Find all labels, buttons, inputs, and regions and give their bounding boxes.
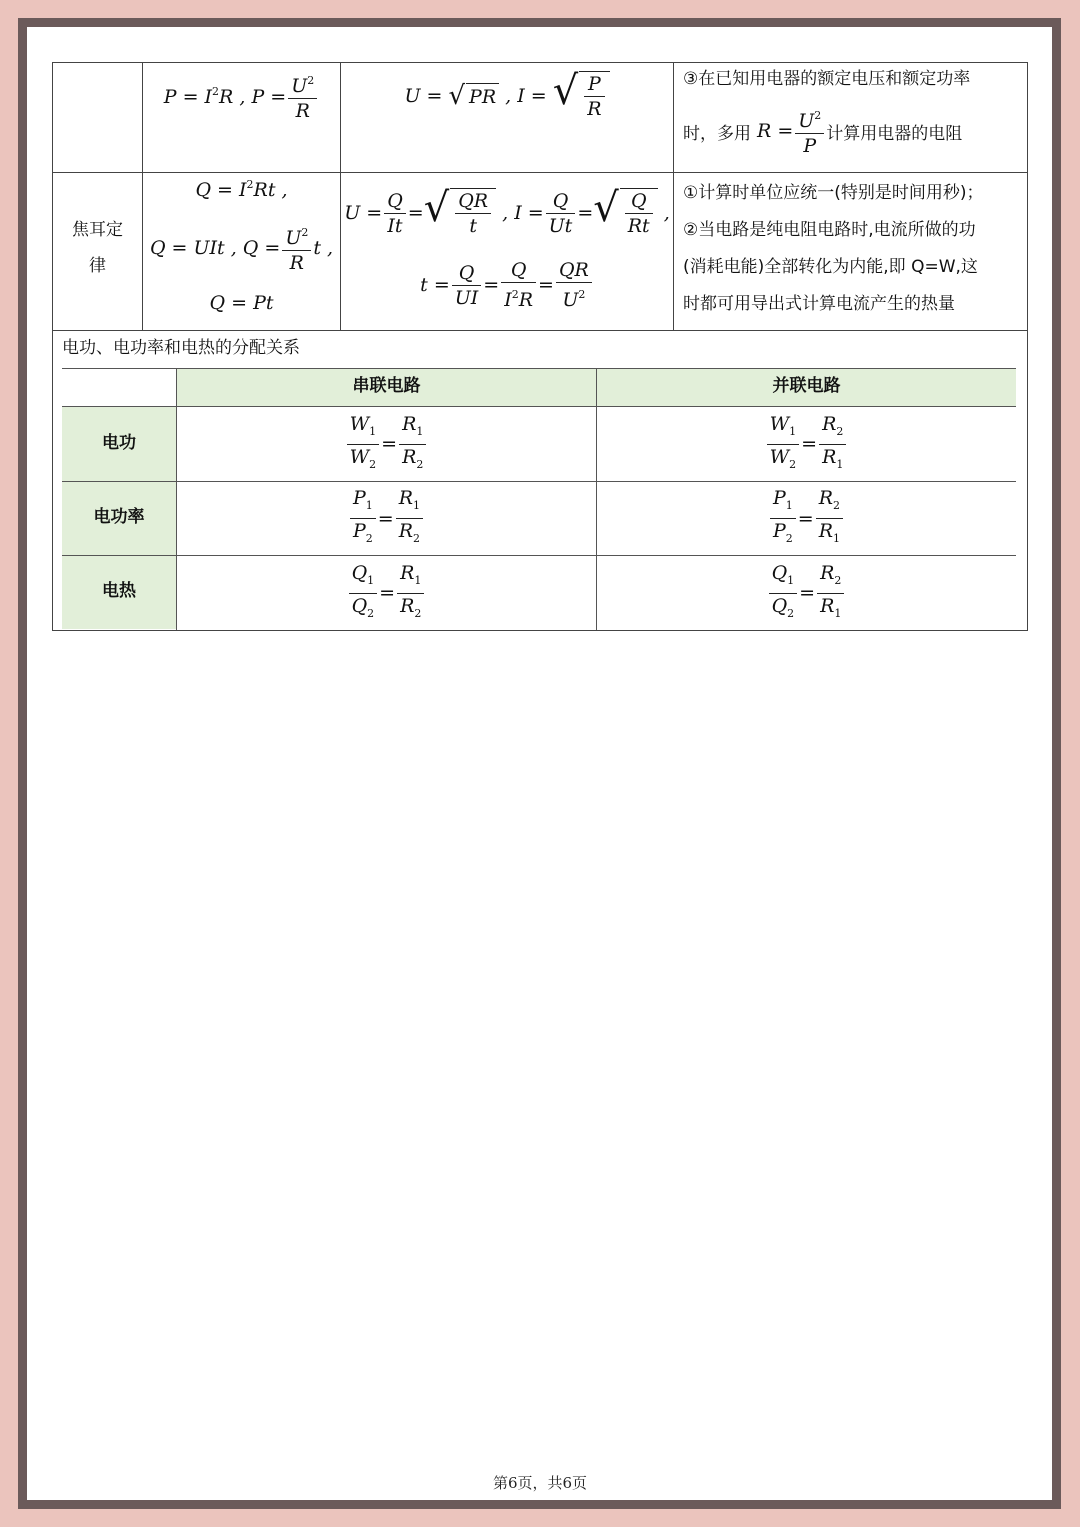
equals-sign: = [379,582,396,604]
ratio-left-fraction [770,486,796,551]
ratio-right-fraction [399,412,426,477]
equals-sign: = [797,507,814,530]
row2-note-4: 时都可用导出式计算电流产生的热量 [683,294,955,314]
ratio-right-fraction-denominator: $R_1$ [818,520,841,545]
ratio-right-fraction-denominator-subscript: 2 [414,606,422,620]
ratio-right-fraction-numerator-subscript: 2 [836,424,844,438]
ratio-left-fraction-denominator: $Q_2$ [351,594,375,620]
ratio-right-fraction-numerator-subscript: 2 [833,499,841,512]
section-title: 电功、电功率和电热的分配关系 [62,338,300,358]
row2-label-line1: 焦耳定 [72,220,123,240]
table-border-left [52,62,53,631]
page-footer: 第6页，共6页 [492,1474,588,1492]
ratio-left-fraction-numerator: $P_1$ [772,487,793,512]
table-border-bottom [52,630,1028,631]
ratio-left-fraction-denominator-subscript: 2 [789,457,797,471]
ratio-right-fraction [396,486,423,551]
ratio-left-fraction-denominator-subscript: 2 [365,532,373,545]
ratio-left-fraction [769,561,798,626]
ratio-cell [177,407,596,481]
equals-sign: = [799,582,816,604]
row1-derived-formula: U = √ PR , I = √ $\frac{P}{R}$ [341,66,673,126]
ratio-right-fraction-denominator-subscript: 1 [836,457,844,471]
row2-label [53,212,142,284]
ratio-left-fraction-denominator: $P_2$ [772,520,793,545]
ratio-left-fraction-numerator-subscript: 1 [787,573,795,587]
row2-note-2: ②当电路是纯电阻电路时,电流所做的功 [683,220,976,240]
ratio-right-fraction [816,486,843,551]
ratio-right-fraction-numerator: $R_1$ [400,561,422,587]
ratio-left-fraction-numerator: $W_1$ [349,412,377,438]
ratio-left-fraction-denominator: $Q_2$ [771,594,795,620]
ratio-right-fraction-denominator: $R_2$ [402,445,424,471]
equals-sign: = [801,433,818,455]
table-row-divider [52,172,1028,173]
row2-note-3: (消耗电能)全部转化为内能,即 Q=W,这 [683,257,978,277]
ratio-right-fraction [817,561,844,626]
ratio-left-fraction-denominator: $W_2$ [769,445,797,471]
equals-sign: = [381,433,398,455]
ratio-left-fraction [350,486,376,551]
ratio-right-fraction-denominator: $R_1$ [820,594,842,620]
ratio-cell [597,482,1016,555]
joule-derived-a: U = $\frac{Q}{It}$ = √ $\frac{QR}{t}$ , I = $\frac{Q}{Ut}$ = √ $\frac{Q}{Rt}$ , [344,185,670,237]
ratio-right-fraction-numerator: $R_1$ [398,487,421,512]
ratio-left-fraction-numerator-subscript: 1 [789,424,797,438]
ratio-left-fraction-denominator: $W_2$ [349,445,377,471]
ratio-right-fraction-numerator: $R_2$ [822,412,844,438]
table-border-right [1027,62,1028,631]
ratio-left-fraction-denominator: $P_2$ [352,520,373,545]
joule-derived-b: t = $\frac{Q}{UI}$ = $\frac{Q}{I^2R}$ = $\frac{QR}{U^2}$ [341,254,673,316]
ratio-right-fraction-denominator-subscript: 2 [413,532,421,545]
ratio-left-fraction-numerator: $P_1$ [352,487,373,512]
row1-note-line2: 时，多用 R = $\frac{U^2}{P}$ 计算用电器的电阻 [683,109,963,157]
ratio-right-fraction-denominator: $R_2$ [400,594,422,620]
ratio-right-fraction-denominator: $R_1$ [822,445,844,471]
ratio-right-fraction-numerator: $R_2$ [820,561,842,587]
row-label-work: 电功 [102,433,136,453]
joule-formula-c: Q = Pt [209,292,274,314]
ratio-right-fraction-numerator-subscript: 2 [834,573,842,587]
ratio-left-fraction [347,412,380,477]
ratio-right-fraction-numerator-subscript: 1 [416,424,424,438]
ratio-right-fraction [397,561,424,626]
ratio-left-fraction-denominator-subscript: 2 [369,457,377,471]
ratio-right-fraction-denominator-subscript: 2 [416,457,424,471]
ratio-cell [177,556,596,630]
ratio-left-fraction-numerator-subscript: 1 [365,499,373,512]
row-label-heat: 电热 [102,581,136,601]
ratio-right-fraction-numerator: $R_1$ [402,412,424,438]
ratio-left-fraction-denominator-subscript: 2 [367,606,375,620]
ratio-right-fraction-numerator: $R_2$ [818,487,841,512]
joule-formula-b: Q = UIt , Q = $\frac{U^2}{R}$ t , [149,226,334,274]
table-border-top [52,62,1028,63]
row-label-power: 电功率 [93,507,145,527]
header-parallel: 并联电路 [772,376,841,396]
ratio-left-fraction [767,412,800,477]
ratio-left-fraction-numerator: $Q_1$ [771,561,795,587]
ratio-right-fraction-denominator-subscript: 1 [834,606,842,620]
ratio-left-fraction-numerator-subscript: 1 [369,424,377,438]
ratio-left-fraction-numerator: $W_1$ [769,412,797,438]
row1-note-suffix: 计算用电器的电阻 [826,123,963,144]
ratio-right-fraction [819,412,846,477]
ratio-right-fraction-denominator-subscript: 1 [833,532,841,545]
row1-note-line1: ③在已知用电器的额定电压和额定功率 [683,69,971,89]
row1-formula: $P = I^2R$ , P = $\frac{U^2}{R}$ [143,66,340,126]
equals-sign: = [377,507,394,530]
table-row-divider [52,330,1028,331]
row2-label-line2: 律 [89,256,106,276]
ratio-right-fraction-denominator: $R_2$ [398,520,421,545]
ratio-left-fraction-denominator-subscript: 2 [785,532,793,545]
ratio-right-fraction-numerator-subscript: 1 [414,573,422,587]
ratio-left-fraction-numerator-subscript: 1 [367,573,375,587]
ratio-right-fraction-numerator-subscript: 1 [413,499,421,512]
ratio-cell [597,407,1016,481]
ratio-left-fraction-numerator: $Q_1$ [351,561,375,587]
ratio-left-fraction-denominator-subscript: 2 [787,606,795,620]
ratio-cell [177,482,596,555]
row2-note-1: ①计算时单位应统一(特别是时间用秒)； [683,183,984,203]
sub-table-top [62,368,1016,369]
joule-formula-a: $Q = I^2Rt$ , [195,177,288,201]
row1-note-prefix: 时，多用 [683,123,751,144]
header-series: 串联电路 [352,376,421,396]
ratio-left-fraction [349,561,378,626]
ratio-cell [597,556,1016,630]
table-col-divider [673,62,674,331]
ratio-left-fraction-numerator-subscript: 1 [785,499,793,512]
